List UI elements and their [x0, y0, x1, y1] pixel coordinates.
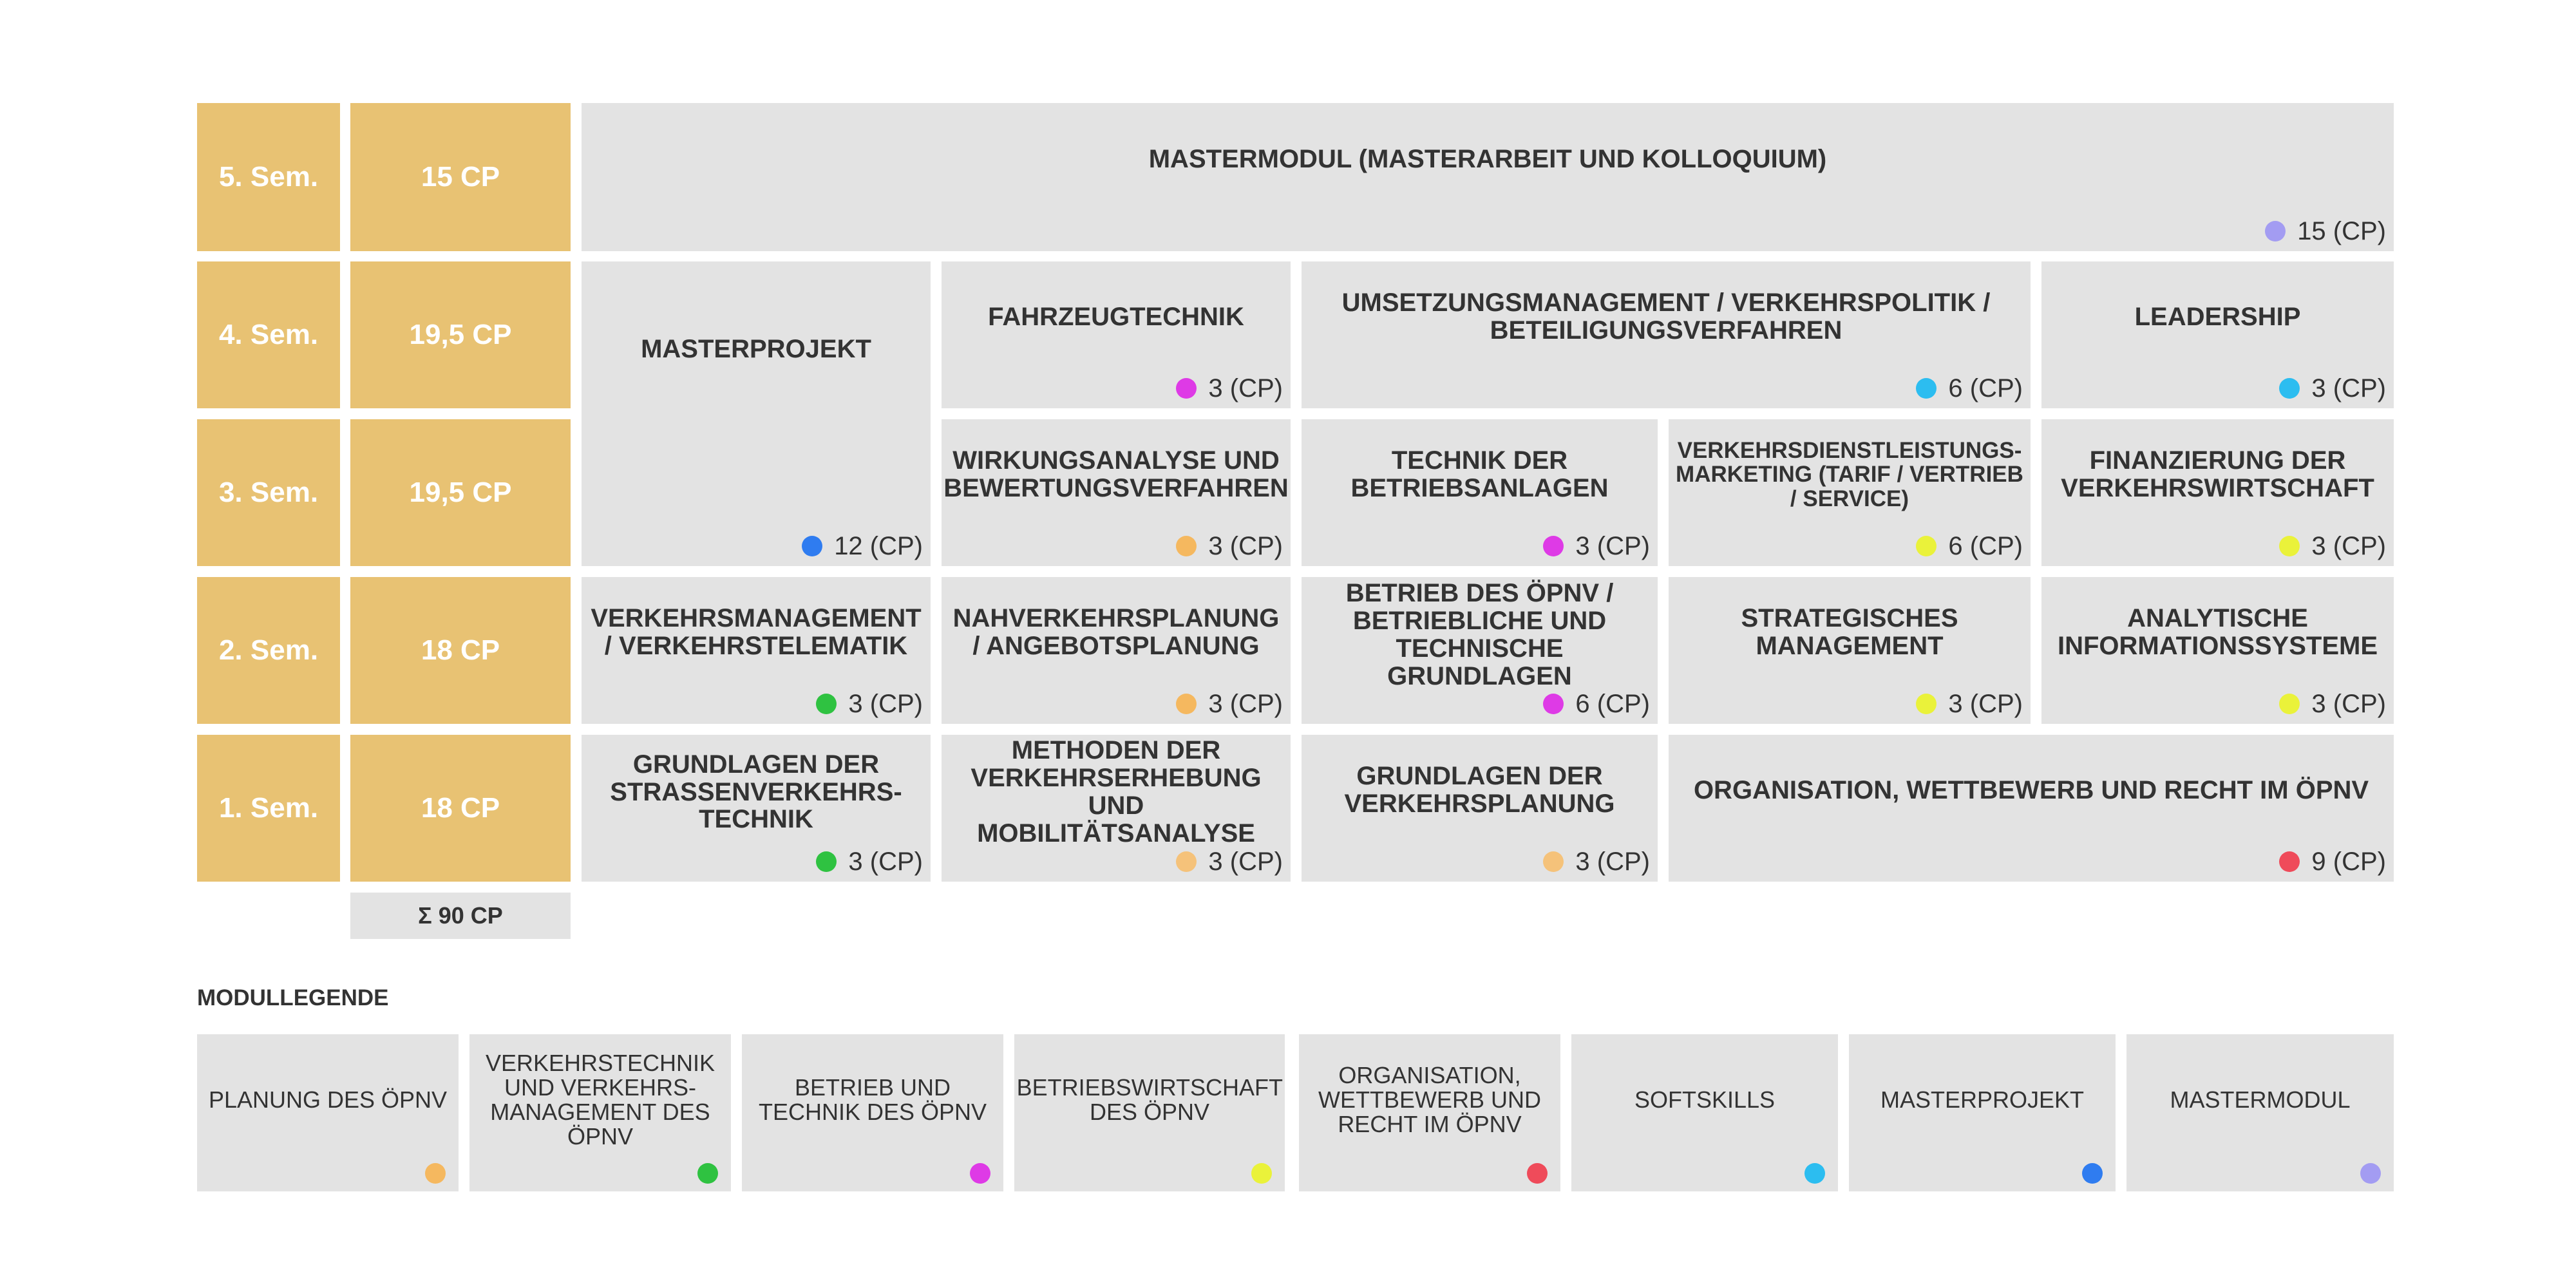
total-cp: Σ 90 CP: [350, 893, 571, 939]
dot-orange-icon: [1176, 536, 1197, 556]
dot-yellow-icon: [1916, 536, 1937, 556]
module-organisation-wettbewerb[interactable]: [1669, 735, 2394, 882]
dot-orange-icon: [1176, 851, 1197, 872]
module-cp: 3 (CP): [1176, 689, 1283, 719]
module-title: METHODEN DER VERKEHRSERHEBUNG UND MOBILITÄTSANALYSE: [971, 736, 1262, 848]
module-methoden-verkehrserhebung[interactable]: [942, 735, 1291, 882]
legend-heading: MODULLEGENDE: [197, 985, 389, 1010]
module-grundlagen-verkehrsplanung[interactable]: [1302, 735, 1658, 882]
legend-label: MASTERMODUL: [2170, 1086, 2351, 1113]
dot-green-icon: [816, 851, 837, 872]
module-title: TECHNIK DER BETRIEBSANLAGEN: [1350, 446, 1609, 502]
semester-5-cp: 15 CP: [350, 103, 571, 251]
module-cp: 3 (CP): [1543, 847, 1650, 876]
dot-orange-icon: [1543, 851, 1564, 872]
module-technik-betriebsanlagen[interactable]: [1302, 419, 1658, 566]
module-verkehrsdienstleistungsmarketing[interactable]: [1669, 419, 2031, 566]
legend-label: VERKEHRSTECHNIK UND VERKEHRS-MANAGEMENT DES ÖPNV: [485, 1049, 715, 1150]
dot-yellow-icon: [1251, 1163, 1272, 1184]
module-title: ANALYTISCHE INFORMATIONSSYSTEME: [2057, 604, 2378, 660]
module-title: VERKEHRSMANAGEMENT / VERKEHRSTELEMATIK: [591, 604, 922, 660]
module-cp: 3 (CP): [1176, 374, 1283, 403]
module-cp: 6 (CP): [1543, 689, 1650, 719]
semester-3-label: 3. Sem.: [197, 419, 340, 566]
module-title: WIRKUNGSANALYSE UND BEWERTUNGSVERFAHREN: [943, 446, 1289, 502]
module-cp: 3 (CP): [2279, 374, 2386, 403]
legend-item-betrieb-technik: [742, 1034, 1003, 1191]
module-title: FINANZIERUNG DER VERKEHRSWIRTSCHAFT: [2061, 446, 2374, 502]
legend-label: MASTERPROJEKT: [1880, 1086, 2085, 1113]
semester-3-cp: 19,5 CP: [350, 419, 571, 566]
module-title: UMSETZUNGSMANAGEMENT / VERKEHRSPOLITIK / BETEILIGUNGSVERFAHREN: [1341, 289, 1991, 345]
module-betrieb-oepnv[interactable]: [1302, 577, 1658, 724]
module-cp: 3 (CP): [816, 847, 923, 876]
module-leadership[interactable]: [2041, 261, 2394, 408]
legend-item-verkehrstechnik: [469, 1034, 731, 1191]
module-title: VERKEHRSDIENSTLEISTUNGS-MARKETING (TARIF / VERTRIEB / SERVICE): [1676, 437, 2023, 511]
module-umsetzungsmanagement[interactable]: [1302, 261, 2031, 408]
module-wirkungsanalyse[interactable]: [942, 419, 1291, 566]
module-cp: 3 (CP): [1176, 531, 1283, 561]
dot-blue-icon: [802, 536, 822, 556]
semester-4-cp: 19,5 CP: [350, 261, 571, 408]
module-cp: 15 (CP): [2265, 216, 2386, 246]
module-cp: 3 (CP): [2279, 531, 2386, 561]
dot-red-icon: [2279, 851, 2300, 872]
module-finanzierung[interactable]: [2041, 419, 2394, 566]
dot-yellow-icon: [2279, 694, 2300, 714]
module-title: STRATEGISCHES MANAGEMENT: [1741, 604, 1958, 660]
module-cp: 3 (CP): [2279, 689, 2386, 719]
module-masterprojekt[interactable]: [582, 261, 931, 566]
dot-magenta-icon: [970, 1163, 990, 1184]
module-title: NAHVERKEHRSPLANUNG / ANGEBOTSPLANUNG: [952, 604, 1280, 660]
module-cp: 12 (CP): [802, 531, 923, 561]
legend-item-mastermodul: [2126, 1034, 2394, 1191]
dot-orange-icon: [1176, 694, 1197, 714]
module-title: ORGANISATION, WETTBEWERB UND RECHT IM ÖPNV: [1693, 775, 2369, 804]
legend-label: BETRIEB UND TECHNIK DES ÖPNV: [758, 1074, 987, 1125]
module-fahrzeugtechnik[interactable]: [942, 261, 1291, 408]
module-mastermodul[interactable]: [582, 103, 2394, 251]
dot-cyan-icon: [2279, 378, 2300, 399]
module-analytische-informationssysteme[interactable]: [2041, 577, 2394, 724]
legend-label: ORGANISATION, WETTBEWERB UND RECHT IM ÖPNV: [1318, 1061, 1541, 1138]
dot-lavender-icon: [2265, 221, 2286, 242]
module-cp: 3 (CP): [1916, 689, 2023, 719]
module-title: MASTERMODUL (MASTERARBEIT UND KOLLOQUIUM): [1148, 144, 1827, 173]
module-title: BETRIEB DES ÖPNV / BETRIEBLICHE UND TECHNISCHE GRUNDLAGEN: [1345, 579, 1614, 690]
module-cp: 9 (CP): [2279, 847, 2386, 876]
dot-cyan-icon: [1916, 378, 1937, 399]
module-cp: 6 (CP): [1916, 531, 2023, 561]
module-cp: 3 (CP): [816, 689, 923, 719]
semester-5-label: 5. Sem.: [197, 103, 340, 251]
module-title: LEADERSHIP: [2134, 302, 2301, 331]
module-cp: 3 (CP): [1176, 847, 1283, 876]
module-verkehrsmanagement[interactable]: [582, 577, 931, 724]
legend-item-betriebswirtschaft: [1014, 1034, 1285, 1191]
module-strategisches-management[interactable]: [1669, 577, 2031, 724]
semester-1-label: 1. Sem.: [197, 735, 340, 882]
dot-red-icon: [1527, 1163, 1548, 1184]
dot-orange-icon: [425, 1163, 446, 1184]
dot-blue-icon: [2082, 1163, 2103, 1184]
module-title: MASTERPROJEKT: [641, 335, 871, 364]
dot-lavender-icon: [2360, 1163, 2381, 1184]
dot-yellow-icon: [1916, 694, 1937, 714]
module-grundlagen-strassenverkehrstechnik[interactable]: [582, 735, 931, 882]
legend-label: PLANUNG DES ÖPNV: [208, 1086, 448, 1113]
dot-magenta-icon: [1543, 536, 1564, 556]
legend-item-softskills: [1571, 1034, 1838, 1191]
legend-item-planung: [197, 1034, 459, 1191]
dot-cyan-icon: [1804, 1163, 1825, 1184]
dot-green-icon: [697, 1163, 718, 1184]
module-title: FAHRZEUGTECHNIK: [988, 302, 1244, 331]
legend-label: SOFTSKILLS: [1634, 1086, 1776, 1113]
dot-magenta-icon: [1543, 694, 1564, 714]
dot-green-icon: [816, 694, 837, 714]
module-cp: 6 (CP): [1916, 374, 2023, 403]
legend-item-organisation: [1299, 1034, 1560, 1191]
legend-label: BETRIEBSWIRTSCHAFT DES ÖPNV: [1016, 1074, 1283, 1125]
module-title: GRUNDLAGEN DER VERKEHRSPLANUNG: [1344, 762, 1615, 818]
semester-2-cp: 18 CP: [350, 577, 571, 724]
module-nahverkehrsplanung[interactable]: [942, 577, 1291, 724]
dot-yellow-icon: [2279, 536, 2300, 556]
dot-magenta-icon: [1176, 378, 1197, 399]
semester-4-label: 4. Sem.: [197, 261, 340, 408]
module-title: GRUNDLAGEN DER STRASSENVERKEHRS-TECHNIK: [610, 750, 902, 834]
semester-2-label: 2. Sem.: [197, 577, 340, 724]
module-cp: 3 (CP): [1543, 531, 1650, 561]
semester-1-cp: 18 CP: [350, 735, 571, 882]
legend-item-masterprojekt: [1849, 1034, 2116, 1191]
